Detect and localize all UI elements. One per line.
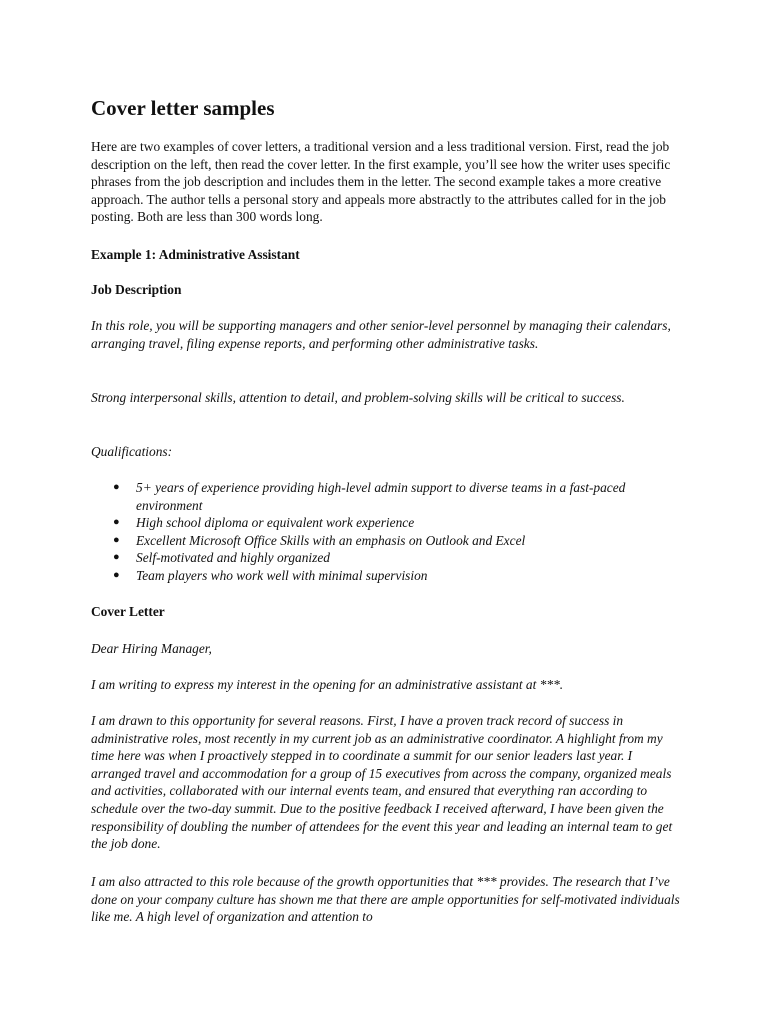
job-description-paragraph-1: In this role, you will be supporting managers and other senior-level personnel by managing their calendars, arranging travel, filing expense reports, and performing other administrative tasks. (91, 318, 671, 351)
qualification-item (91, 514, 681, 532)
qualification-text: Team players who work well with minimal supervision (136, 567, 428, 583)
bullet-icon: ● (113, 481, 120, 493)
intro-paragraph: Here are two examples of cover letters, a traditional version and a less traditional version. First, read the job description on the left, then read the cover letter. In the first example, you’ll see how the writer uses specific phrases from the job description and includes them in the letter. The second example takes a more creative approach. The author tells a personal story and appeals more abstractly to the attributes called for in the job posting. Both are less than 300 words long. (91, 139, 671, 225)
cover-letter-heading: Cover Letter (91, 604, 165, 619)
job-description-heading: Job Description (91, 282, 182, 297)
qualification-text: Self-motivated and highly organized (136, 550, 331, 566)
bullet-icon: ● (113, 568, 120, 581)
qualification-item (91, 549, 681, 567)
qualifications-label: Qualifications: (91, 444, 173, 459)
qualification-item (91, 479, 681, 514)
letter-paragraph-1: I am writing to express my interest in the opening for an administrative assistant at ***. (91, 677, 564, 692)
example-1-heading: Example 1: Administrative Assistant (91, 247, 300, 262)
qualification-item (91, 567, 681, 585)
bullet-icon: ● (113, 516, 120, 529)
qualification-text: Excellent Microsoft Office Skills with an emphasis on Outlook and Excel (136, 532, 526, 548)
qualification-item (91, 532, 681, 550)
job-description-paragraph-2: Strong interpersonal skills, attention to detail, and problem-solving skills will be critical to success. (91, 390, 625, 405)
qualifications-list (91, 479, 681, 585)
letter-paragraph-3: I am also attracted to this role because of the growth opportunities that *** provides. The research that I’ve done on your company culture has shown me that there are ample opportunities for self-motivated individuals like me. A high level of organization and attention to (91, 874, 680, 925)
qualification-text: 5+ years of experience providing high-level admin support to diverse teams in a fast-paced environment (136, 480, 626, 513)
letter-paragraph-2: I am drawn to this opportunity for several reasons. First, I have a proven track record of success in administrative roles, most recently in my current job as an administrative coordinator. A highlight from my time here was when I proactively stepped in to coordinate a summit for our senior leaders last year. I arranged travel and accommodation for a group of 15 executives from across the company, organized meals and activities, collaborated with our internal events team, and ensured that everything ran according to schedule over the two-day summit. Due to the positive feedback I received afterward, I have been given the responsibility of doubling the number of attendees for the event this year and leading an internal team to get the job done. (91, 713, 673, 852)
document-title: Cover letter samples (91, 96, 275, 120)
salutation: Dear Hiring Manager, (91, 641, 212, 656)
qualification-text: High school diploma or equivalent work experience (136, 515, 415, 531)
bullet-icon: ● (113, 551, 120, 564)
bullet-icon: ● (113, 533, 120, 546)
